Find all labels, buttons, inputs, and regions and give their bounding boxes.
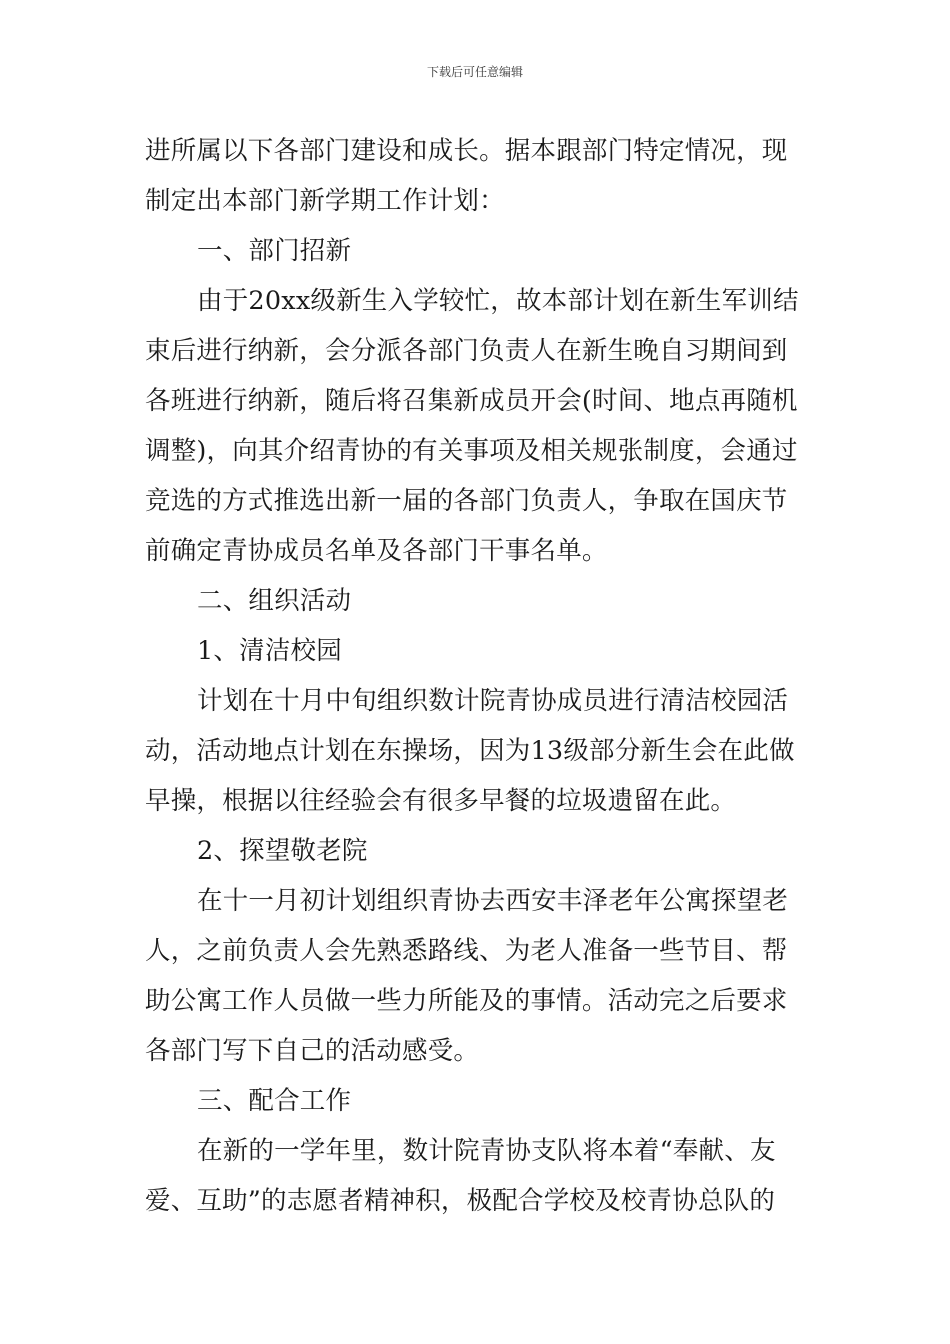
section-heading: 三、配合工作 [197,1086,352,1116]
paragraph-line: 束后进行纳新，会分派各部门负责人在新生晚自习期间到 [145,336,788,366]
paragraph-line: 前确定青协成员名单及各部门干事名单。 [145,536,608,566]
paragraph-line: 人，之前负责人会先熟悉路线、为老人准备一些节目、帮 [145,936,788,966]
paragraph-line: 爱、互助”的志愿者精神积，极配合学校及校青协总队的 [145,1186,776,1216]
paragraph-line: 各部门写下自己的活动感受。 [145,1036,480,1066]
paragraph-line: 在新的一学年里，数计院青协支队将本着“奉献、友 [197,1136,776,1166]
document-body [145,126,809,1226]
subsection-heading: 2、探望敬老院 [197,836,368,866]
paragraph-line: 在十一月初计划组织青协去西安丰泽老年公寓探望老 [197,886,789,916]
paragraph-line: 进所属以下各部门建设和成长。据本跟部门特定情况，现 [145,136,788,166]
paragraph-line: 竞选的方式推选出新一届的各部门负责人，争取在国庆节 [145,486,788,516]
paragraph-line: 早操，根据以往经验会有很多早餐的垃圾遗留在此。 [145,786,737,816]
paragraph-line: 由于20xx级新生入学较忙，故本部计划在新生军训结 [197,286,799,316]
paragraph-line: 助公寓工作人员做一些力所能及的事情。活动完之后要求 [145,986,788,1016]
paragraph-line: 调整)，向其介绍青协的有关事项及相关规张制度，会通过 [145,436,798,466]
page-header: 下载后可任意编辑 [426,65,523,79]
section-heading: 二、组织活动 [197,586,352,616]
subsection-heading: 1、清洁校园 [197,636,342,666]
paragraph-line: 动，活动地点计划在东操场，因为13级部分新生会在此做 [145,736,795,766]
paragraph-line: 制定出本部门新学期工作计划： [145,186,505,216]
paragraph-line: 计划在十月中旬组织数计院青协成员进行清洁校园活 [197,686,789,716]
section-heading: 一、部门招新 [197,236,352,266]
paragraph-line: 各班进行纳新，随后将召集新成员开会(时间、地点再随机 [145,386,798,416]
